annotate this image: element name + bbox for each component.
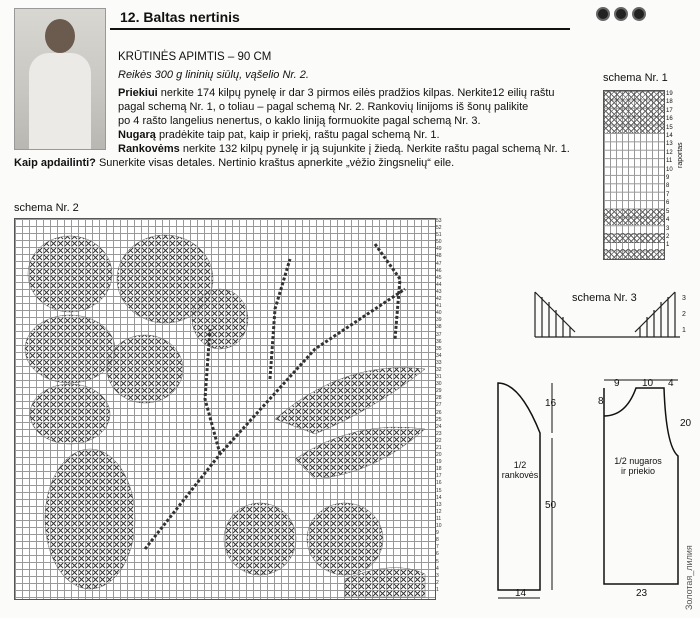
schema2-row-number: 16	[436, 480, 442, 487]
schema2-row-number: 28	[436, 395, 442, 402]
schema1-row-numbers: 19 18 17 16 15 14 13 12 11 10 9 8 7 6 5 4 3 2 1	[666, 91, 673, 249]
body-dim-bottom: 23	[636, 588, 648, 599]
sleeve-dim-bottom: 14	[515, 588, 527, 599]
schema2-row-number: 35	[436, 345, 442, 352]
leaf-shape	[28, 236, 112, 312]
schema2-row-number: 10	[436, 523, 442, 530]
schema2-row-number: 41	[436, 303, 442, 310]
schema2-row-number: 6	[436, 551, 439, 558]
schema1-cross-band	[604, 233, 664, 243]
schema2-row-number: 29	[436, 388, 442, 395]
schema2-row-number: 48	[436, 253, 442, 260]
difficulty-dot-icon	[596, 7, 610, 21]
instruction-line: Priekiui nerkite 174 kilpų pynelę ir dar 3 pirmos eilės pradžios kilpas. Nerkite12 eilių raštu	[118, 87, 555, 99]
schema1-cross-band	[604, 91, 664, 133]
schema2-row-number: 36	[436, 338, 442, 345]
difficulty-dot-icon	[614, 7, 628, 21]
schema2-row-number: 2	[436, 579, 439, 586]
size-heading: KRŪTINĖS APIMTIS – 90 CM	[118, 51, 272, 63]
model-photo	[14, 8, 106, 150]
schema2-row-number: 15	[436, 487, 442, 494]
body-dim-side: 20	[680, 418, 692, 429]
leaf-shape	[307, 503, 383, 575]
schema2-row-number: 31	[436, 374, 442, 381]
sleeve-diagram	[490, 378, 570, 603]
leaf-shape	[224, 503, 296, 575]
leaf-shape	[25, 315, 115, 383]
instruction-line: Rankovėms nerkite 132 kilpų pynelę ir ją sujunkite į žiedą. Nerkite raštu pagal schemą Nr. 1.	[118, 143, 570, 155]
leaf-shape	[295, 427, 425, 479]
page-title: 12. Baltas nertinis	[120, 9, 240, 25]
body-dim-b: 10	[642, 378, 654, 389]
instruction-line: pagal schemą Nr. 1, o toliau – pagal schemą Nr. 2. Rankovių linijoms iš šonų palikite	[118, 101, 529, 113]
schema2-label: schema Nr. 2	[14, 202, 79, 214]
schema2-pattern	[15, 219, 435, 599]
schema2-row-number: 49	[436, 246, 442, 253]
body-dim-a: 9	[614, 378, 620, 389]
schema2-row-number: 52	[436, 225, 442, 232]
leaf-shape	[30, 384, 110, 444]
schema2-row-number: 27	[436, 402, 442, 409]
schema2-row-number: 51	[436, 232, 442, 239]
sleeve-dim-side: 50	[545, 500, 557, 511]
schema2-row-number: 38	[436, 324, 442, 331]
schema3-label: schema Nr. 3	[572, 292, 637, 304]
schema2-row-number: 45	[436, 274, 442, 281]
svg-text:3: 3	[682, 295, 686, 302]
schema2-row-number: 12	[436, 508, 442, 515]
schema2-row-number: 40	[436, 310, 442, 317]
instruction-line: po 4 rašto langelius nenertus, o kaklo liniją formuokite pagal schemą Nr. 3.	[118, 115, 481, 127]
schema3-chart	[530, 282, 690, 352]
schema2-row-number: 8	[436, 537, 439, 544]
body-dim-c: 4	[668, 378, 674, 389]
difficulty-rating	[596, 7, 646, 21]
schema2-row-number: 26	[436, 409, 442, 416]
schema2-row-number: 33	[436, 359, 442, 366]
schema2-row-number: 44	[436, 281, 442, 288]
schema2-row-number: 7	[436, 544, 439, 551]
schema2-row-number: 18	[436, 466, 442, 473]
leaf-shape	[107, 335, 183, 403]
schema2-row-number: 32	[436, 366, 442, 373]
schema2-row-numbers	[436, 218, 450, 598]
sleeve-label: 1/2 rankovės	[501, 460, 539, 480]
schema2-row-number: 22	[436, 437, 442, 444]
schema2-row-number: 14	[436, 494, 442, 501]
schema2-row-number: 50	[436, 239, 442, 246]
watermark: Золотая_лилия	[684, 545, 694, 610]
body-diagram	[596, 376, 696, 591]
schema2-row-number: 42	[436, 296, 442, 303]
schema2-row-number: 3	[436, 572, 439, 579]
schema2-row-number: 47	[436, 260, 442, 267]
schema1-side-label: raportas	[677, 142, 684, 168]
schema2-row-number: 39	[436, 317, 442, 324]
schema2-row-number: 34	[436, 352, 442, 359]
materials-text: Reikės 300 g lininių siūlų, vąšelio Nr. 2.	[118, 69, 309, 81]
model-head	[45, 19, 75, 53]
body-dim-neck: 8	[598, 396, 604, 407]
schema2-row-number: 25	[436, 416, 442, 423]
schema2-row-number: 37	[436, 331, 442, 338]
leaf-shape	[275, 368, 425, 434]
schema2-row-number: 20	[436, 452, 442, 459]
schema2-row-number: 19	[436, 459, 442, 466]
schema2-row-number: 46	[436, 267, 442, 274]
schema1-cross-band	[604, 209, 664, 225]
schema2-row-number: 13	[436, 501, 442, 508]
schema2-row-number: 23	[436, 430, 442, 437]
schema2-row-number: 24	[436, 423, 442, 430]
schema1-chart	[603, 90, 665, 260]
sleeve-dim-top: 16	[545, 398, 557, 409]
schema2-row-number: 11	[436, 515, 442, 522]
leaf-shape	[45, 449, 135, 589]
schema2-row-number: 9	[436, 530, 439, 537]
difficulty-dot-icon	[632, 7, 646, 21]
svg-text:1: 1	[682, 327, 686, 334]
schema2-row-number: 21	[436, 445, 442, 451]
schema2-row-number: 30	[436, 381, 442, 388]
schema2-row-number: 1	[436, 586, 439, 593]
svg-text:2: 2	[682, 311, 686, 318]
schema2-row-number: 53	[436, 218, 442, 224]
schema1-cross-band	[604, 249, 664, 259]
finishing-line: Kaip apdailinti? Sunerkite visas detales. Nertinio kraštus apnerkite „vėžio žingsnelių“ eile.	[14, 157, 455, 169]
stem-line	[270, 259, 290, 379]
schema1-label: schema Nr. 1	[603, 72, 668, 84]
instruction-line: Nugarą pradėkite taip pat, kaip ir priekį, raštu pagal schemą Nr. 1.	[118, 129, 440, 141]
stem-line	[375, 244, 400, 339]
schema2-row-number: 17	[436, 473, 442, 480]
schema2-chart	[14, 218, 436, 600]
model-sweater	[29, 53, 91, 149]
schema2-row-number: 43	[436, 288, 442, 295]
schema2-row-number: 5	[436, 558, 439, 565]
body-label: 1/2 nugaros ir priekio	[614, 456, 662, 476]
leaf-shape	[192, 289, 248, 349]
schema2-row-number: 4	[436, 565, 439, 572]
